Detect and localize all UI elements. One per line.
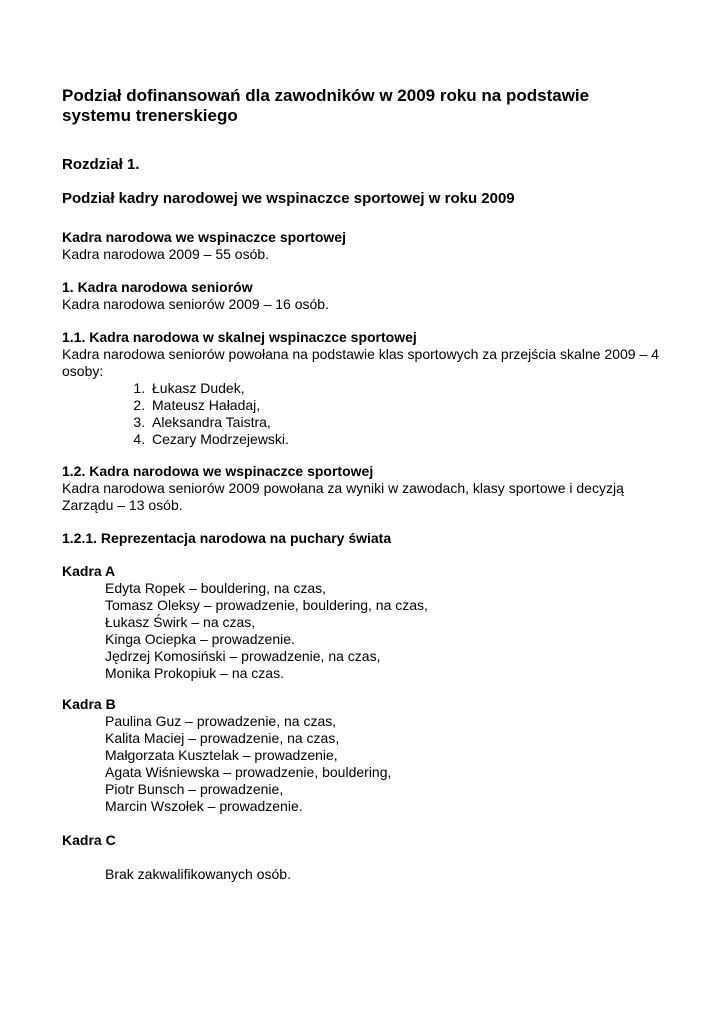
kadra-a-members xyxy=(62,580,662,682)
section-overall-heading: Kadra narodowa we wspinaczce sportowej xyxy=(62,229,346,245)
list-item: Tomasz Oleksy – prowadzenie, bouldering, na czas, xyxy=(105,597,428,613)
list-item: Monika Prokopiuk – na czas. xyxy=(105,665,284,681)
section-seniors-heading: 1. Kadra narodowa seniorów xyxy=(62,279,253,295)
list-item: Jędrzej Komosiński – prowadzenie, na czas, xyxy=(105,648,381,664)
list-item: Paulina Guz – prowadzenie, na czas, xyxy=(105,713,337,729)
section-overall-text: Kadra narodowa 2009 – 55 osób. xyxy=(62,246,270,262)
list-item: 3. Aleksandra Taistra, xyxy=(149,414,662,431)
section-worldcup xyxy=(62,530,662,547)
section-seniors-text: Kadra narodowa seniorów 2009 – 16 osób. xyxy=(62,296,329,312)
section-sport xyxy=(62,463,662,514)
section-worldcup-heading: 1.2.1. Reprezentacja narodowa na puchary świata xyxy=(62,530,392,546)
document-page xyxy=(62,86,662,882)
list-item: Kalita Maciej – prowadzenie, na czas, xyxy=(105,730,340,746)
list-item: Piotr Bunsch – prowadzenie, xyxy=(105,781,284,797)
chapter-number: Rozdział 1. xyxy=(62,156,140,173)
list-item: 1. Łukasz Dudek, xyxy=(149,380,662,397)
chapter-title: Podział kadry narodowej we wspinaczce sportowej w roku 2009 xyxy=(62,190,515,207)
section-rock-heading: 1.1. Kadra narodowa w skalnej wspinaczce sportowej xyxy=(62,329,417,345)
list-item: Kinga Ociepka – prowadzenie. xyxy=(105,631,295,647)
kadra-a-heading: Kadra A xyxy=(62,563,116,579)
section-overall xyxy=(62,229,662,263)
document-title: Podział dofinansowań dla zawodników w 2009 roku na podstawie systemu trenerskiego xyxy=(62,86,590,125)
kadra-a xyxy=(62,563,662,682)
rock-members-list xyxy=(62,380,662,448)
section-rock xyxy=(62,329,662,448)
list-item: Małgorzata Kusztelak – prowadzenie, xyxy=(105,747,338,763)
section-seniors xyxy=(62,279,662,313)
list-item: 4. Cezary Modrzejewski. xyxy=(149,431,662,448)
section-rock-text: Kadra narodowa seniorów powołana na podstawie klas sportowych za przejścia skalne 2009 – 4 osoby: xyxy=(62,346,659,379)
kadra-c xyxy=(62,832,662,849)
list-item: Marcin Wszołek – prowadzenie. xyxy=(105,798,303,814)
kadra-b-members xyxy=(62,713,662,815)
kadra-c-text: Brak zakwalifikowanych osób. xyxy=(105,866,291,882)
kadra-b xyxy=(62,696,662,815)
kadra-b-heading: Kadra B xyxy=(62,696,116,712)
section-sport-heading: 1.2. Kadra narodowa we wspinaczce sportowej xyxy=(62,463,374,479)
list-item: Łukasz Świrk – na czas, xyxy=(105,614,256,630)
section-sport-text: Kadra narodowa seniorów 2009 powołana za wyniki w zawodach, klasy sportowe i decyzją Zarządu – 13 osób. xyxy=(62,480,624,513)
list-item: Agata Wiśniewska – prowadzenie, bouldering, xyxy=(105,764,392,780)
list-item: 2. Mateusz Haładaj, xyxy=(149,397,662,414)
list-item: Edyta Ropek – bouldering, na czas, xyxy=(105,580,327,596)
kadra-c-heading: Kadra C xyxy=(62,832,116,848)
